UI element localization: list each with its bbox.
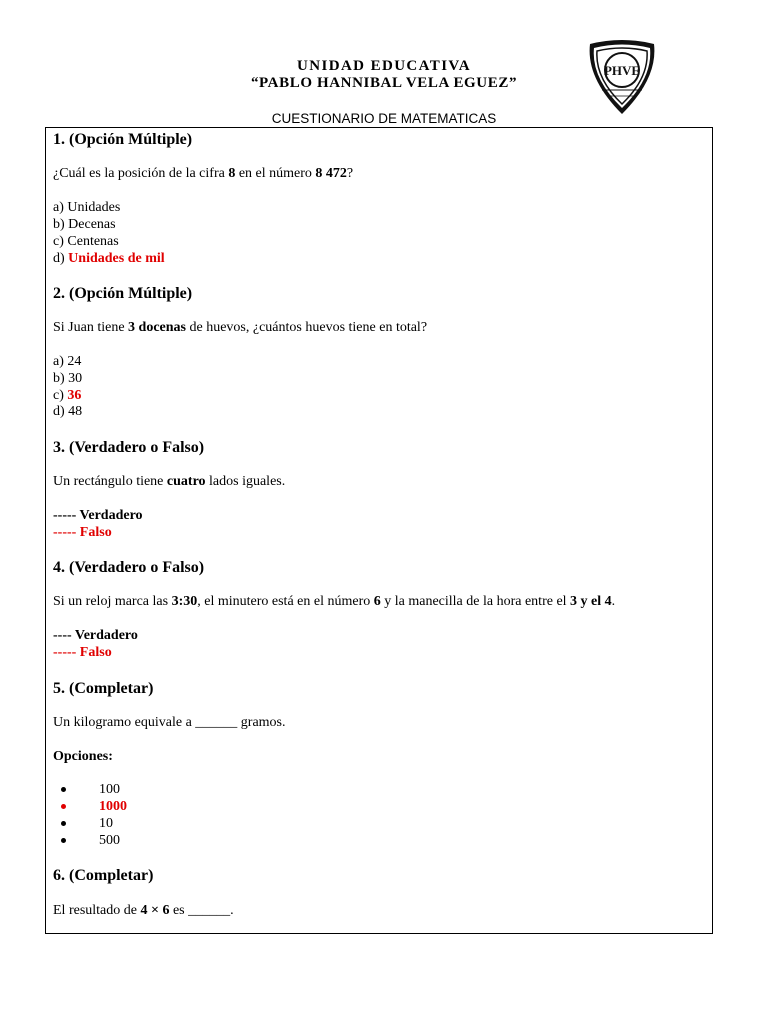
question-1-option-c: c) Centenas	[53, 234, 119, 249]
question-2-option-a: a) 24	[53, 354, 82, 369]
quiz-subject-title: CUESTIONARIO DE MATEMATICAS	[271, 111, 497, 126]
question-4-option-false: ----- Falso	[53, 645, 112, 660]
bullet-icon	[61, 787, 66, 792]
question-3-option-false: ----- Falso	[53, 525, 112, 540]
school-line-1: UNIDAD EDUCATIVA	[297, 58, 471, 74]
question-2-option-d: d) 48	[53, 404, 83, 419]
question-5-option-3: 10	[99, 816, 113, 831]
question-5-options-label: Opciones:	[53, 749, 113, 764]
question-4-text: Si un reloj marca las 3:30, el minutero está en el número 6 y la manecilla de la hora entre el 3 y el 4.	[53, 594, 616, 609]
question-6-text: El resultado de 4 × 6 es ______.	[53, 903, 234, 918]
correct-answer: Unidades de mil	[68, 251, 165, 266]
question-3-text: Un rectángulo tiene cuatro lados iguales.	[53, 474, 286, 489]
question-5-title: 5. (Completar)	[53, 680, 154, 697]
question-2-text: Si Juan tiene 3 docenas de huevos, ¿cuántos huevos tiene en total?	[53, 320, 428, 335]
question-3-option-true: ----- Verdadero	[53, 508, 143, 523]
school-line-2: “PABLO HANNIBAL VELA EGUEZ”	[250, 75, 518, 91]
question-1-option-d: d) Unidades de mil	[53, 251, 165, 266]
question-2-option-b: b) 30	[53, 371, 83, 386]
question-4-title: 4. (Verdadero o Falso)	[53, 559, 205, 576]
quiz-content-box	[45, 127, 713, 934]
crest-monogram: PHVE	[603, 63, 641, 78]
question-6-title: 6. (Completar)	[53, 867, 154, 884]
bullet-icon	[61, 821, 66, 826]
question-2-title: 2. (Opción Múltiple)	[53, 285, 193, 302]
question-1-text: ¿Cuál es la posición de la cifra 8 en el número 8 472?	[53, 166, 354, 181]
question-1-title: 1. (Opción Múltiple)	[53, 131, 193, 148]
question-5-option-4: 500	[99, 833, 120, 848]
bullet-icon	[61, 804, 66, 809]
question-3-title: 3. (Verdadero o Falso)	[53, 439, 205, 456]
question-1-option-b: b) Decenas	[53, 217, 116, 232]
question-5-text: Un kilogramo equivale a ______ gramos.	[53, 715, 286, 730]
question-4-option-true: ---- Verdadero	[53, 628, 138, 643]
question-1-option-a: a) Unidades	[53, 200, 121, 215]
school-crest-icon	[582, 38, 662, 116]
bullet-icon	[61, 838, 66, 843]
question-5-option-1: 100	[99, 782, 120, 797]
question-2-option-c: c) 36	[53, 388, 82, 403]
correct-answer: 36	[67, 388, 82, 403]
question-5-option-2: 1000	[99, 799, 127, 814]
